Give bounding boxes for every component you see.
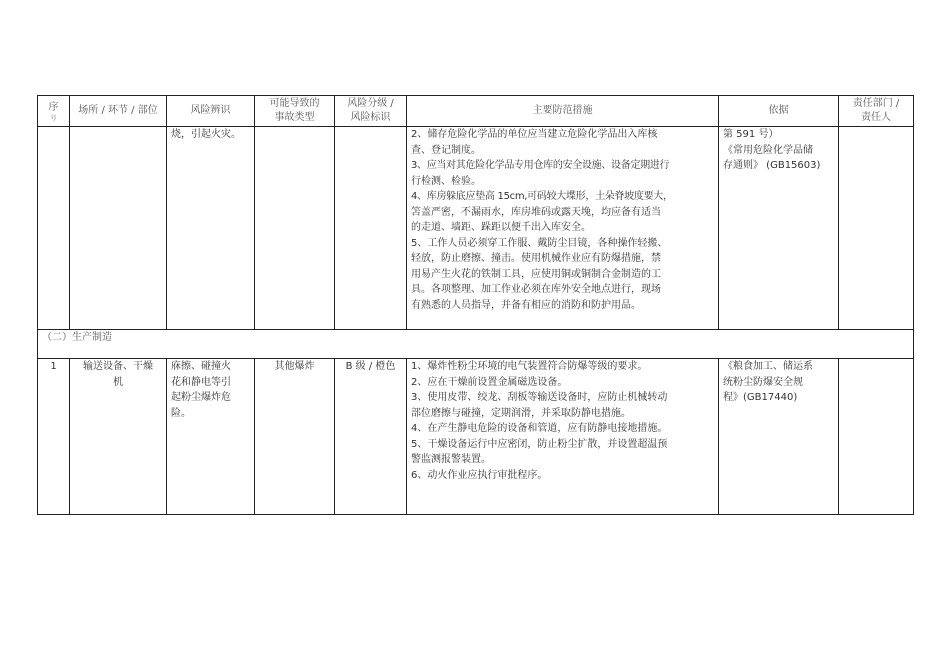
- risk-line: 花和静电等引: [171, 376, 231, 388]
- table-row-continued: [38, 127, 914, 330]
- cell-accident: [255, 127, 335, 330]
- cell-accident: 其他爆炸: [255, 359, 335, 515]
- cell-basis: [719, 359, 839, 515]
- measure-line: 3、应当对其危险化学品专用仓库的安全设施、设备定期进行: [411, 160, 670, 171]
- measure-line: 部位磨擦与碰撞，定期润滑，并采取防静电措施。: [411, 407, 631, 419]
- header-accident-type: [255, 96, 335, 127]
- header-seq: [38, 96, 70, 127]
- measure-line: 行检测、检验。: [411, 175, 481, 187]
- measure-line: 的走道、墙距、跺距以便千出入库安全。: [411, 222, 591, 233]
- measure-line: 2、储存危险化学品的单位应当建立危险化学品出入库核: [411, 129, 658, 140]
- place-line: 机: [113, 376, 123, 388]
- cell-measures: [407, 359, 719, 515]
- header-seq-bottom: 号: [50, 114, 57, 122]
- cell-risk: [167, 127, 255, 330]
- measure-line: 5、工作人员必须穿工作服、戴防尘目镜，各种操作轻搬、: [411, 237, 668, 249]
- measure-line: 4、库房躲底应垫高 15cm,可码较大堞形，土朵脊坡度要大，: [411, 191, 673, 202]
- header-risk-identification: 风险辨识: [167, 96, 255, 127]
- place-line: 输送设备、干燥: [83, 361, 153, 372]
- measure-line: 轻放，防止磨擦、撞击。使用机械作业应有防爆措施，禁: [411, 253, 661, 264]
- measure-line: 1、爆炸性粉尘环境的电气装置符合防爆等级的要求。: [411, 361, 648, 372]
- cell-risk: [167, 359, 255, 515]
- header-basis: 依据: [719, 96, 839, 127]
- table-row: [38, 359, 914, 515]
- cell-seq: 1: [38, 359, 70, 515]
- basis-line: 存通则》 (GB15603): [723, 160, 821, 171]
- risk-table: [37, 95, 914, 515]
- risk-text: 烧，引起火灾。: [171, 129, 241, 140]
- header-seq-top: 序: [48, 101, 59, 113]
- cell-place: [70, 127, 167, 330]
- measure-line: 查、登记制度。: [411, 144, 481, 156]
- header-dept-line-1: 责任部门 /: [852, 98, 900, 109]
- cell-grade: [335, 127, 407, 330]
- cell-responsible: [839, 359, 914, 515]
- measure-line: 6、动火作业应执行审批程序。: [411, 469, 548, 481]
- header-risk-grade: [335, 96, 407, 127]
- section-title: （二）生产制造: [38, 330, 914, 359]
- measure-line: 具。各项整理、加工作业必须在库外安全地点进行，现场: [411, 284, 661, 295]
- measure-line: 3、使用皮带、绞龙、刮板等输送设备时，应防止机械转动: [411, 392, 668, 403]
- header-place: 场所 / 环节 / 部位: [70, 96, 167, 127]
- header-accident-line-2: 事故类型: [274, 112, 315, 123]
- basis-line: 《常用危险化学品储: [723, 144, 813, 156]
- measure-line: 笘盖严密，不漏雨水，库房堆码或露天堍，均应备有适当: [411, 206, 661, 218]
- measure-line: 5、干燥设备运行中应密闭，防止粉尘扩散，并设置超温预: [411, 438, 668, 450]
- measure-line: 有熟悉的人员指导，并备有相应的消防和防护用品。: [411, 299, 641, 311]
- basis-line: 统粉尘防爆安全规: [723, 376, 803, 388]
- measure-line: 警监测报警装置。: [411, 454, 491, 465]
- cell-responsible: [839, 127, 914, 330]
- basis-line: 程》(GB17440): [723, 392, 798, 403]
- cell-seq: [38, 127, 70, 330]
- cell-measures: [407, 127, 719, 330]
- header-accident-line-1: 可能导致的: [269, 98, 320, 109]
- risk-line: 险。: [171, 407, 191, 419]
- basis-line: 第 591 号）: [723, 129, 779, 140]
- measure-line: 2、应在干燥前设置金属磁选设备。: [411, 376, 568, 388]
- header-grade-line-1: 风险分级 /: [347, 98, 394, 109]
- header-responsible: [839, 96, 914, 127]
- header-row: [38, 96, 914, 127]
- measure-line: 用易产生火花的铁制工具，应使用铜或铜制合金制造的工: [411, 268, 661, 280]
- header-grade-line-2: 风险标识: [350, 112, 391, 123]
- cell-place: [70, 359, 167, 515]
- measure-line: 4、在产生静电危险的设备和管道，应有防静电接地措施。: [411, 423, 668, 434]
- risk-line: 庥擦、碰撞火: [171, 361, 231, 372]
- basis-line: 《粮食加工、储运系: [723, 361, 813, 372]
- header-dept-line-2: 责任人: [861, 112, 891, 123]
- risk-line: 起粉尘爆炸危: [171, 392, 231, 403]
- cell-grade: B 级 / 橙色: [335, 359, 407, 515]
- header-measures: 主要防范措施: [407, 96, 719, 127]
- section-row: [38, 330, 914, 359]
- cell-basis: [719, 127, 839, 330]
